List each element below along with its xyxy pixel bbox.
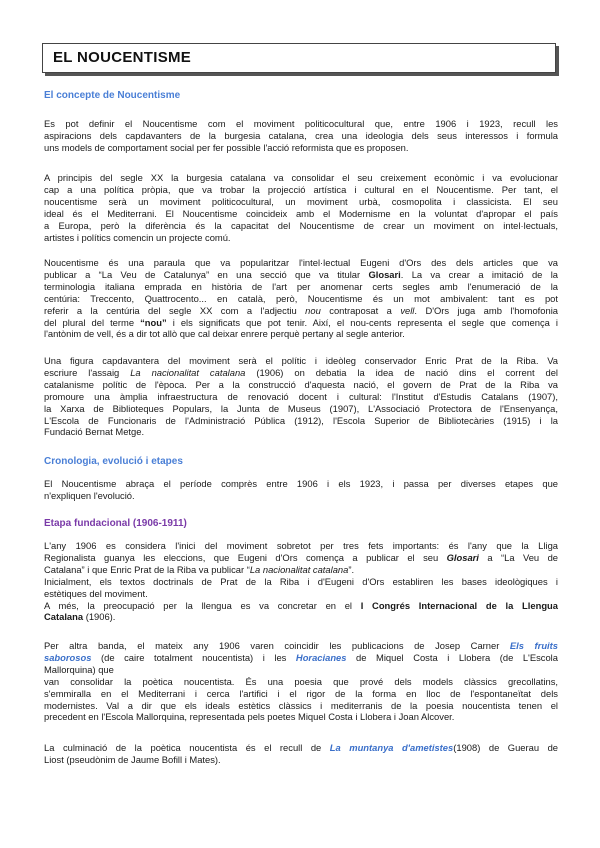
text-line: A més, la preocupació per la llengua es va concretar en el I Congrés Internacional de la Llengua (44, 599, 558, 611)
text-line: Regionalista guanya les eleccions, que Eugeni d'Ors comença a publicar el seu Glosari a “La Veu de (44, 551, 558, 563)
text-line: modernistes. Val a dir que els ideals estètics clàssics i mediterranis de la poesia noucentista tenen el (44, 699, 558, 711)
paragraph-1906 (44, 540, 558, 623)
horacianes-link: Horacianes (295, 651, 347, 663)
paragraph-burgesia (44, 172, 558, 243)
paragraph-definicio (44, 118, 558, 154)
heading-fundacional: Etapa fundacional (1906-1911) (44, 518, 187, 529)
text-line: terminologia italiana emprada en història de l'art per anomenar certs segles amb l'enumeració de la (44, 280, 558, 292)
text-line: L'Escola de Funcionaris de l'Administració Pública (1912), l'Escola Superior de Bibliotecàries (1915) i la (44, 414, 558, 426)
text-line: publicar a “La Veu de Catalunya” en una secció que va titular Glosari. La va crear a imitació de la (44, 268, 558, 280)
text-line: escriure l'assaig La nacionalitat catalana (1906) on debatia la idea de nació dins el corrent del (44, 366, 559, 378)
text-line: uns models de comportament social per fer possible l'acció reformista que es proposen. (44, 141, 409, 153)
text-line: Una figura capdavantera del moviment serà el polític i ideòleg conservador Enric Prat de la Riba. Va (44, 355, 558, 366)
text-line: Liost (pseudònim de Jaume Bofill i Mates). (44, 753, 221, 765)
text-line: noucentisme serà un moviment politicocultural, un moviment urbà, cosmopolita i classicista. El seu (44, 195, 558, 207)
paragraph-prat-riba (44, 355, 558, 438)
text-line: Catalana” i que Enric Prat de la Riba va publicar “La nacionalitat catalana”. (44, 563, 355, 575)
text-line: Per altra banda, el mateix any 1906 varen coincidir les publicacions de Josep Carner Els fruits (44, 640, 558, 651)
text-line: referir a la centúria del segle XX com a l'adjectiu nou contraposat a vell. D'Ors juga amb l'homofonia (44, 304, 558, 316)
text-line: estètiques del moviment. (44, 587, 148, 599)
glosari-title: Glosari (368, 268, 401, 280)
title-box (42, 43, 556, 73)
text-line: n'expliquen l'evolució. (44, 489, 135, 501)
text-line: Mallorquina) que (44, 663, 114, 675)
text-line: l'antònim de vell, és a dir tot allò que cal deixar enrere perquè pertany al segle anterior. (44, 328, 405, 340)
text-line: ideal és el Mediterrani. El Noucentisme coincideix amb el Modernisme en la voluntat d'apropar el país (44, 207, 558, 219)
text-line: L'any 1906 es considera l'inici del moviment sobretot per tres fets importants: és l'any que la Lliga (44, 540, 558, 551)
text-line: Catalana (1906). (44, 611, 116, 623)
text-line: El Noucentisme abraça el període comprès entre 1906 i els 1923, i passa per diverses etapes que (44, 478, 558, 489)
text-line: aspiracions dels capdavanters de la burgesia catalana, crea una ideologia dels seus interessos i formula (44, 129, 558, 141)
text-line: del plural del terme “nou” i els significats que pot tenir. Així, el nou-cents representa el segle que comença i (44, 316, 558, 328)
text-line: Fundació Bernat Metge. (44, 426, 145, 438)
text-line: a Europa, però la diferència és la capacitat del Noucentisme de crear un moviment on intel·lectuals, (44, 219, 558, 231)
text-line: promoure una àmplia infraestructura de renovació docent i cultural: l'Institut d'Estudis Catalans (1907), (44, 390, 558, 402)
text-line: Inicialment, els textos doctrinals de Prat de la Riba i d'Eugeni d'Ors establiren les bases ideològiques i (44, 575, 558, 587)
muntanya-link: La muntanya d'ametistes (329, 742, 454, 753)
text-line: La culminació de la poètica noucentista és el recull de La muntanya d'ametistes(1908) de Guerau de (44, 742, 559, 753)
text-line: la Xarxa de Biblioteques Populars, la Junta de Museus (1907), L'Associació Protectora de l'Ensenyança, (44, 402, 558, 414)
page-title: EL NOUCENTISME (53, 49, 192, 66)
paragraph-culminacio (44, 742, 558, 766)
text-line: artistes i polítics comencin un projecte comú. (44, 231, 231, 243)
text-line: cap a una política pròpia, que va trobar la projecció artística i cultural en el Noucentisme. Per tant, el (44, 183, 558, 195)
heading-concepte: El concepte de Noucentisme (44, 90, 181, 101)
paragraph-cronologia (44, 478, 558, 502)
text-line: A principis del segle XX la burgesia catalana va consolidar el seu creixement econòmic i va evolucionar (44, 172, 558, 183)
paragraph-paraula (44, 257, 558, 340)
text-line: centúria: Treccento, Quattrocento... en català, però, Noucentisme és un mot ambivalent: tant es pot (44, 292, 558, 304)
text-line: Noucentisme és una paraula que va popularitzar l'intel·lectual Eugeni d'Ors des dels articles que va (44, 257, 558, 268)
text-line: s'emmiralla en el Mediterrani i cerca l'artifici i el rigor de la forma en lloc de l'espontaneïtat dels (44, 687, 558, 699)
text-line: Es pot definir el Noucentisme com el moviment politicocultural que, entre 1906 i 1923, recull les (44, 118, 558, 129)
els-fruits-link: Els fruits (509, 640, 558, 651)
paragraph-carner (44, 640, 558, 723)
heading-cronologia: Cronologia, evolució i etapes (44, 456, 183, 467)
text-line: van consolidar la poètica noucentista. És una poesia que prové dels models clàssics grecollatins, (44, 675, 558, 687)
text-line: saborosos (de caire totalment noucentista) i les Horacianes de Miquel Costa i Llobera (de L'Escola (44, 651, 558, 663)
text-line: precedent en l'Escola Mallorquina, representada pels poetes Miquel Costa i Llobera i Joan Alcover. (44, 711, 455, 723)
text-line: catalanisme polític de l'època. Per a la construcció d'aquesta nació, el govern de Prat de la Riba va (44, 378, 558, 390)
